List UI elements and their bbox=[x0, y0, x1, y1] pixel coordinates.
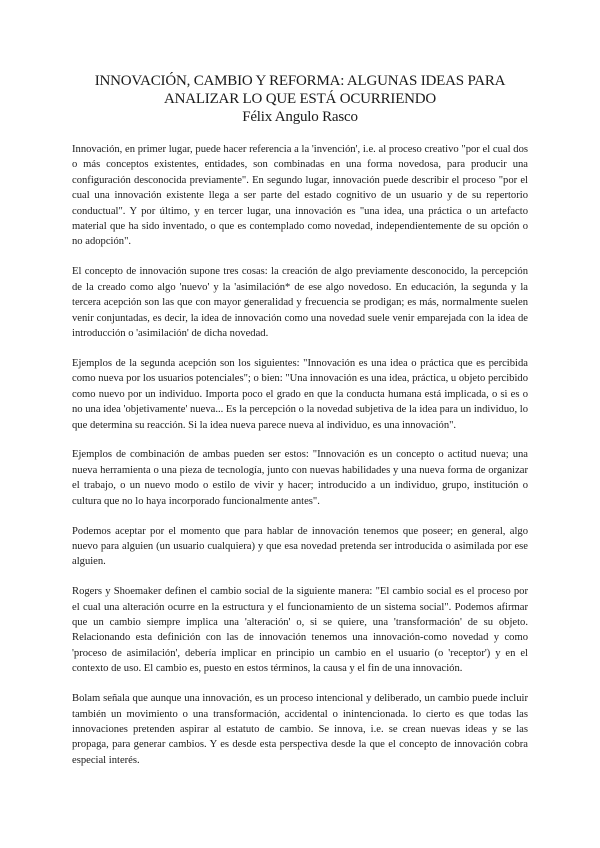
paragraph: El concepto de innovación supone tres cosas: la creación de algo previamente desconocido, la percepción de la creado como algo 'nuevo' y la 'asimilación* de ese algo novedoso. En educación, la segunda y la tercera acepción son las que con mayor generalidad y frecuencia se prodigan; es más, normalmente suelen venir conjuntadas, es decir, la idea de innovación como una novedad suele venir emparejada con la idea de introducción o 'asimilación' de dicha novedad. bbox=[72, 266, 528, 339]
paragraph: Bolam señala que aunque una innovación, es un proceso intencional y deliberado, un cambio puede incluir también un movimiento o una transformación, accidental o inintencionada. lo cierto es que todas las innovaciones pretenden aspirar al estatuto de cambio. Se innova, i.e. se crean nuevas ideas y se las propaga, para generar cambios. Y es desde esta perspectiva desde la que el concepto de innovación cobra especial interés. bbox=[72, 693, 528, 766]
paragraph: Ejemplos de combinación de ambas pueden ser estos: "Innovación es un concepto o actitud nueva; una nueva herramienta o una pieza de tecnología, junto con nuevas habilidades y una nueva forma de organizar el trabajo, o un nuevo modo o estilo de vivir y hacer; introducido a un individuo, grupo, institución o cultura que no lo haya incorporado funcionalmente antes". bbox=[72, 449, 528, 507]
paragraph: Rogers y Shoemaker definen el cambio social de la siguiente manera: "El cambio social es el proceso por el cual una alteración ocurre en la estructura y el funcionamiento de un sistema social". Podemos afirmar que un cambio siempre implica una 'alteración' o, si se quiere, una 'transformación' de su objeto. Relacionando esta definición con las de innovación tenemos una innovación-como novedad y como 'proceso de asimilación', debería implicar en principio un cambio en el usuario (o 'receptor') y en el contexto de uso. El cambio es, puesto en estos términos, la causa y el fin de una innovación. bbox=[72, 586, 528, 675]
document-body bbox=[72, 142, 528, 783]
title-line-2: ANALIZAR LO QUE ESTÁ OCURRIENDO bbox=[163, 91, 437, 107]
paragraph: Ejemplos de la segunda acepción son los siguientes: "Innovación es una idea o práctica que es percibida como nueva por los usuarios potenciales"; o bien: "Una innovación es una idea, práctica, u objeto percibido como nuevo por un individuo. Importa poco el grado en que la conducta humana está implicada, o si es o no una idea 'objetivamente' nueva... Es la percepción o la novedad subjetiva de la idea para un individuo, lo que determina su reacción. Si la idea nueva parece nueva al individuo, es una innovación". bbox=[72, 357, 528, 431]
document-title bbox=[70, 72, 530, 126]
title-line-1: INNOVACIÓN, CAMBIO Y REFORMA: ALGUNAS IDEAS PARA bbox=[94, 73, 506, 89]
author-name: Félix Angulo Rasco bbox=[242, 109, 358, 125]
paragraph: Innovación, en primer lugar, puede hacer referencia a la 'invención', i.e. al proceso creativo "por el cual dos o más conceptos existentes, entidades, son combinadas en una forma novedosa, para producir una configuración desconocida previamente". En segundo lugar, innovación puede describir el proceso "por el cual una innovación existente llega a ser parte del estado cognitivo de un usuario y de su repertorio conductual". Y por último, y en tercer lugar, una innovación es "una idea, una práctica o un artefacto material que ha sido inventado, o que es contemplado como novedad, independientemente de su opción o no adopción". bbox=[72, 144, 528, 248]
paragraph: Podemos aceptar por el momento que para hablar de innovación tenemos que poseer; en general, algo nuevo para alguien (un usuario cualquiera) y que esa novedad pretenda ser introducida o asimilada por ese alguien. bbox=[72, 525, 528, 568]
